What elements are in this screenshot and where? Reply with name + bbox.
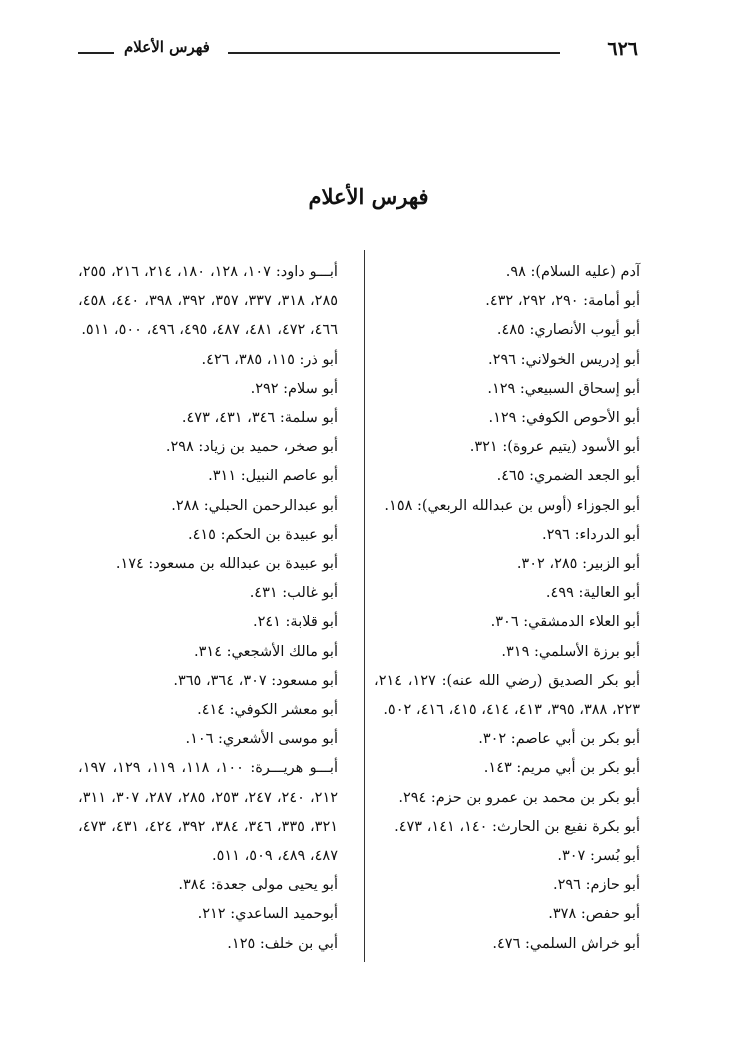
column-divider (364, 250, 365, 962)
index-entry: أبو سلمة: ٣٤٦، ٤٣١، ٤٧٣. (181, 410, 338, 427)
page-title: فهرس الأعلام (308, 184, 429, 209)
index-entry: أبوحميد الساعدي: ٢١٢. (197, 906, 338, 923)
index-entry: أبو بكر الصديق (رضي الله عنه): ١٢٧، ٢١٤، ٢٢٣، ٣٨٨، ٣٩٥، ٤١٣، ٤١٤، ٤١٥، ٤١٦، ٥٠٢. (374, 672, 641, 719)
index-entry: أبو الجوزاء (أوس بن عبدالله الربعي): ١٥٨. (384, 497, 640, 514)
header-rule (228, 52, 560, 54)
index-entry: أبـــو داود: ١٠٧، ١٢٨، ١٨٠، ٢١٤، ٢١٦، ٢٥٥، ٢٨٥، ٣١٨، ٣٣٧، ٣٥٧، ٣٩٢، ٣٩٨، ٤٤٠، ٤٥٨، ٤٦٦، ٤٧٢، ٤٨١، ٤٨٧، ٤٩٥، ٤٩٦، ٥٠٠، ٥١١. (78, 264, 339, 339)
index-entry: أبو أمامة: ٢٩٠، ٢٩٢، ٤٣٢. (485, 293, 640, 310)
index-entry: أبو إسحاق السبيعي: ١٢٩. (487, 380, 640, 397)
index-entry: أبو بُسر: ٣٠٧. (557, 848, 640, 865)
index-entry: أبو مالك الأشجعي: ٣١٤. (194, 643, 338, 660)
index-entry: أبو عبدالرحمن الحبلي: ٢٨٨. (171, 497, 338, 514)
index-entry: أبو غالب: ٤٣١. (249, 585, 338, 602)
index-entry: أبو بكرة نفيع بن الحارث: ١٤٠، ١٤١، ٤٧٣. (394, 818, 640, 835)
index-entry: أبو ذر: ١١٥، ٣٨٥، ٤٢٦. (201, 351, 338, 368)
index-entry: أبو بكر بن أبي عاصم: ٣٠٢. (478, 731, 640, 748)
index-entry: أبو حازم: ٢٩٦. (552, 877, 640, 894)
index-entry: أبو العلاء الدمشقي: ٣٠٦. (490, 614, 640, 631)
index-entry: أبـــو هريـــرة: ١٠٠، ١١٨، ١١٩، ١٢٩، ١٩٧، ٢١٢، ٢٤٠، ٢٤٧، ٢٥٣، ٢٨٥، ٢٨٧، ٣٠٧، ٣١١، ٣٢١، ٣٣٥، ٣٤٦، ٣٨٤، ٣٩٢، ٤٢٤، ٤٣١، ٤٧٣، ٤٨٧، ٤٨٩، ٥٠٩، ٥١١. (78, 760, 339, 865)
index-entry: أبو الأسود (يتيم عروة): ٣٢١. (469, 439, 640, 456)
index-entry: أبو الجعد الضمري: ٤٦٥. (496, 468, 640, 485)
index-entry: أبو صخر، حميد بن زياد: ٢٩٨. (165, 439, 338, 456)
index-entry: أبو معشر الكوفي: ٤١٤. (197, 702, 338, 719)
header-rule-end (78, 52, 114, 54)
index-column-left (78, 258, 338, 959)
index-entry: أبو موسى الأشعري: ١٠٦. (185, 731, 338, 748)
index-entry: أبو عبيدة بن عبدالله بن مسعود: ١٧٤. (115, 556, 338, 573)
page-number: ٦٢٦ (607, 38, 638, 60)
index-entry: أبو حفص: ٣٧٨. (548, 906, 640, 923)
index-entry: أبو سلام: ٢٩٢. (250, 380, 338, 397)
index-entry: أبو قلابة: ٢٤١. (252, 614, 338, 631)
index-entry: أبو عاصم النبيل: ٣١١. (208, 468, 338, 485)
index-entry: أبو الزبير: ٢٨٥، ٣٠٢. (516, 556, 640, 573)
index-entry: أبو إدريس الخولاني: ٢٩٦. (488, 351, 640, 368)
index-entry: أبي بن خلف: ١٢٥. (227, 935, 338, 952)
index-entry: أبو العالية: ٤٩٩. (545, 585, 640, 602)
index-column-right (374, 258, 640, 959)
running-title: فهرس الأعلام (124, 38, 210, 56)
index-entry: أبو أيوب الأنصاري: ٤٨٥. (496, 322, 640, 339)
index-entry: أبو عبيدة بن الحكم: ٤١٥. (187, 526, 338, 543)
index-entry: أبو الأحوص الكوفي: ١٢٩. (488, 410, 640, 427)
index-entry: أبو مسعود: ٣٠٧، ٣٦٤، ٣٦٥. (173, 672, 338, 689)
index-entry: أبو خراش السلمي: ٤٧٦. (492, 935, 640, 952)
index-entry: أبو برزة الأسلمي: ٣١٩. (501, 643, 640, 660)
index-entry: أبو الدرداء: ٢٩٦. (541, 526, 640, 543)
index-entry: أبو بكر بن محمد بن عمرو بن حزم: ٢٩٤. (398, 789, 640, 806)
running-header (78, 36, 638, 66)
index-entry: أبو بكر بن أبي مريم: ١٤٣. (483, 760, 640, 777)
index-entry: أبو يحيى مولى جعدة: ٣٨٤. (178, 877, 338, 894)
index-entry: آدم (عليه السلام): ٩٨. (505, 264, 640, 280)
